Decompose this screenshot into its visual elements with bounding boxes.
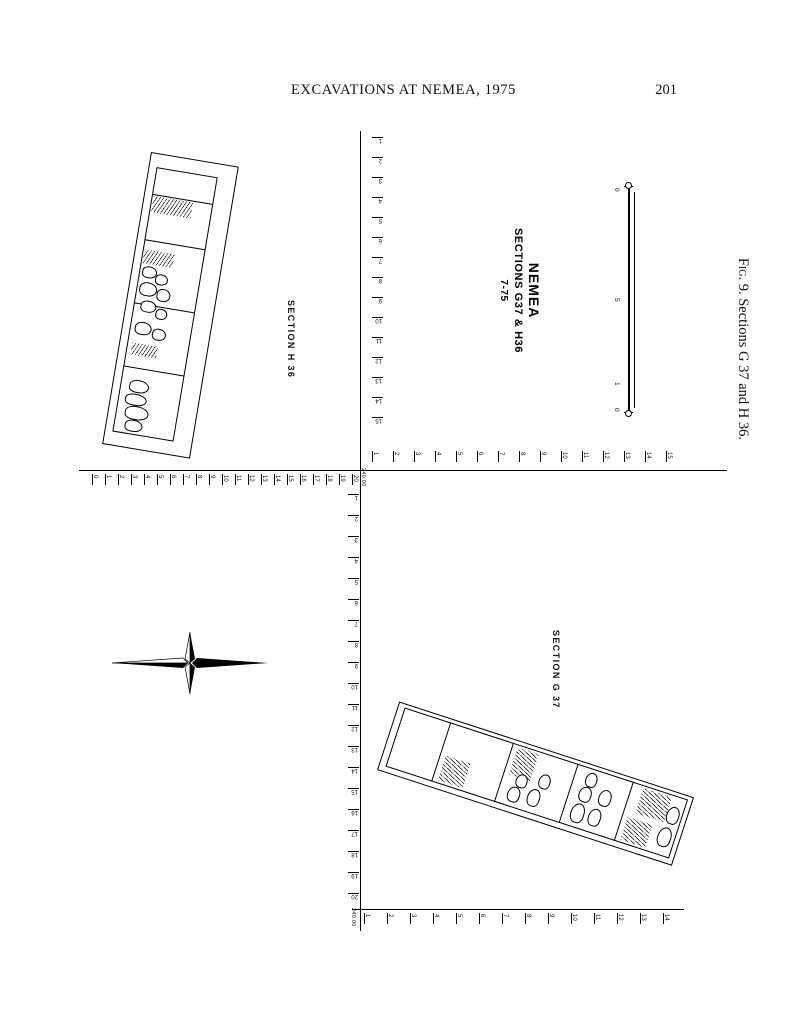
ruler-tick	[372, 177, 383, 197]
ruler-tick-label: 4	[435, 452, 441, 456]
ruler-tick	[433, 913, 456, 924]
ruler-tick	[348, 515, 359, 536]
ruler-tick-label: 5	[378, 217, 382, 223]
ruler-tick	[348, 662, 359, 683]
ruler-tick-label: 9	[540, 452, 546, 456]
plate-date: 7-75	[498, 279, 509, 302]
ruler-tick-label: 5	[456, 914, 462, 918]
ruler-tick-label: 6	[479, 914, 485, 918]
ruler-tick	[456, 451, 477, 462]
ruler-tick	[525, 913, 548, 924]
ruler-tick-label: 18	[351, 851, 358, 857]
ruler-tick	[410, 913, 433, 924]
ruler-tick-label: 17	[351, 830, 358, 836]
ruler-tick-label: 6	[354, 599, 358, 605]
ruler-tick	[157, 474, 170, 485]
ruler-tick	[300, 474, 313, 485]
ruler-tick-label: 1	[105, 475, 111, 479]
ruler-tick-label: 19	[339, 475, 345, 482]
running-head: EXCAVATIONS AT NEMEA, 1975	[290, 82, 517, 98]
scale-number-5: 5	[613, 298, 620, 302]
ruler-tick	[348, 872, 359, 893]
figure-caption-text: Sections G 37 and H 36.	[735, 298, 751, 440]
ruler-tick	[348, 683, 359, 704]
ruler-tick	[372, 257, 383, 277]
north-arrow-icon	[110, 628, 270, 698]
ruler-h36-left	[92, 474, 365, 485]
ruler-tick-label: 14	[351, 767, 358, 773]
ruler-tick	[479, 913, 502, 924]
ruler-tick	[348, 536, 359, 557]
ruler-tick	[624, 451, 645, 462]
ruler-tick-label: 11	[375, 337, 382, 343]
scale-number-1: 1	[613, 382, 620, 386]
ruler-tick-label: 12	[375, 357, 382, 363]
ruler-tick	[372, 357, 383, 377]
ruler-tick	[339, 474, 352, 485]
ruler-tick-label: 10	[571, 914, 577, 921]
ruler-tick-label: 9	[378, 297, 382, 303]
ruler-tick-label: 9	[548, 914, 554, 918]
ruler-tick-label: 10	[222, 475, 228, 482]
ruler-tick-label: 9	[354, 662, 358, 668]
ruler-g37-left	[348, 494, 359, 914]
ruler-tick-label: 14	[663, 914, 669, 921]
ruler-tick-label: 7	[354, 620, 358, 626]
ruler-tick	[348, 851, 359, 872]
ruler-tick	[364, 913, 387, 924]
ruler-tick-label: 16	[351, 809, 358, 815]
ruler-tick-label: 1	[378, 137, 382, 143]
ruler-tick	[372, 297, 383, 317]
ruler-tick-label: 7	[183, 475, 189, 479]
ruler-tick-label: 2	[387, 914, 393, 918]
ruler-tick	[144, 474, 157, 485]
ruler-tick	[170, 474, 183, 485]
ruler-tick	[498, 451, 519, 462]
datum-label-bottom: 240.00	[350, 908, 356, 927]
trench-section-g37	[377, 702, 694, 866]
ruler-tick-label: 11	[594, 914, 600, 921]
bottom-axis-line	[352, 909, 684, 910]
ruler-tick-label: 7	[378, 257, 382, 263]
ruler-tick-label: 1	[372, 452, 378, 456]
ruler-tick-label: 4	[354, 557, 358, 563]
ruler-tick	[571, 913, 594, 924]
ruler-tick-label: 11	[582, 452, 588, 459]
ruler-tick	[519, 451, 540, 462]
ruler-tick	[348, 494, 359, 515]
ruler-tick-label: 3	[414, 452, 420, 456]
ruler-tick-label: 6	[477, 452, 483, 456]
ruler-tick	[372, 237, 383, 257]
ruler-tick-label: 1	[364, 914, 370, 918]
ruler-tick	[348, 641, 359, 662]
ruler-tick	[131, 474, 144, 485]
scale-bar-line	[628, 186, 630, 414]
scale-bar	[613, 186, 636, 414]
ruler-tick	[105, 474, 118, 485]
ruler-tick	[196, 474, 209, 485]
ruler-tick-label: 4	[433, 914, 439, 918]
ruler-tick-label: 10	[561, 452, 567, 459]
ruler-tick	[372, 377, 383, 397]
ruler-tick	[248, 474, 261, 485]
ruler-tick-label: 1	[354, 494, 358, 500]
ruler-tick-label: 9	[209, 475, 215, 479]
ruler-tick	[372, 217, 383, 237]
ruler-tick-label: 0	[92, 475, 98, 479]
scale-bar-endmark-bottom	[625, 410, 632, 417]
ruler-tick	[372, 137, 383, 157]
ruler-tick	[348, 704, 359, 725]
ruler-tick-label: 5	[456, 452, 462, 456]
ruler-tick-label: 13	[624, 452, 630, 459]
ruler-tick-label: 2	[118, 475, 124, 479]
ruler-tick	[348, 809, 359, 830]
plate-title: NEMEA	[526, 262, 542, 319]
scale-number-0-top: 0	[613, 188, 620, 192]
plate-title-block	[498, 228, 542, 353]
ruler-tick-label: 12	[351, 725, 358, 731]
ruler-tick	[313, 474, 326, 485]
ruler-tick	[561, 451, 582, 462]
ruler-tick	[348, 830, 359, 851]
trench-section-h36	[102, 152, 239, 459]
ruler-tick	[645, 451, 666, 462]
ruler-tick-label: 13	[351, 746, 358, 752]
vertical-axis-line	[360, 131, 361, 931]
ruler-tick-label: 8	[525, 914, 531, 918]
ruler-tick	[372, 451, 393, 462]
ruler-tick	[274, 474, 287, 485]
ruler-tick-label: 2	[393, 452, 399, 456]
datum-label-left: 240.00	[360, 468, 366, 487]
section-g37-label: SECTION G 37	[551, 630, 561, 709]
ruler-tick-label: 13	[375, 377, 382, 383]
ruler-tick	[548, 913, 571, 924]
ruler-tick	[640, 913, 663, 924]
ruler-tick-label: 5	[157, 475, 163, 479]
ruler-tick	[502, 913, 525, 924]
ruler-tick	[393, 451, 414, 462]
ruler-tick	[222, 474, 235, 485]
ruler-tick-label: 13	[640, 914, 646, 921]
ruler-tick	[92, 474, 105, 485]
ruler-tick	[456, 913, 479, 924]
ruler-tick	[372, 277, 383, 297]
ruler-tick	[348, 599, 359, 620]
scale-bar-endmark-top	[625, 182, 632, 189]
ruler-tick-label: 14	[274, 475, 280, 482]
ruler-tick-label: 5	[354, 578, 358, 584]
ruler-tick	[261, 474, 274, 485]
ruler-tick	[348, 788, 359, 809]
ruler-tick	[348, 557, 359, 578]
ruler-g37-bottom	[364, 913, 686, 924]
ruler-tick	[372, 157, 383, 177]
ruler-tick	[348, 620, 359, 641]
ruler-tick-label: 10	[351, 683, 358, 689]
section-h36-label: SECTION H 36	[286, 300, 296, 379]
ruler-tick	[540, 451, 561, 462]
ruler-tick	[594, 913, 617, 924]
ruler-tick-label: 7	[498, 452, 504, 456]
ruler-tick-label: 15	[666, 452, 672, 459]
ruler-tick-label: 4	[144, 475, 150, 479]
ruler-tick	[372, 397, 383, 417]
figure-caption-label: Fig. 9.	[735, 257, 751, 295]
ruler-tick	[118, 474, 131, 485]
ruler-tick-label: 8	[354, 641, 358, 647]
ruler-tick-label: 3	[131, 475, 137, 479]
scale-bar-line-secondary	[634, 192, 635, 408]
ruler-tick	[326, 474, 339, 485]
horizontal-axis-line	[79, 470, 727, 471]
ruler-tick	[348, 725, 359, 746]
ruler-tick-label: 17	[313, 475, 319, 482]
scale-number-0-bottom: 0	[613, 408, 620, 412]
ruler-tick	[372, 197, 383, 217]
ruler-tick-label: 13	[261, 475, 267, 482]
ruler-h36-top	[372, 137, 383, 437]
ruler-tick	[414, 451, 435, 462]
ruler-tick-label: 10	[375, 317, 382, 323]
plate-subtitle: SECTIONS G37 & H36	[512, 228, 524, 354]
ruler-tick-label: 14	[645, 452, 651, 459]
ruler-tick-label: 11	[351, 704, 358, 710]
ruler-tick-label: 8	[519, 452, 525, 456]
ruler-tick-label: 7	[502, 914, 508, 918]
ruler-tick	[477, 451, 498, 462]
ruler-tick-label: 3	[354, 536, 358, 542]
ruler-tick	[582, 451, 603, 462]
ruler-tick-label: 6	[170, 475, 176, 479]
ruler-tick-label: 2	[354, 515, 358, 521]
ruler-tick-label: 8	[196, 475, 202, 479]
ruler-tick-label: 15	[375, 417, 382, 423]
ruler-tick	[348, 578, 359, 599]
ruler-tick	[617, 913, 640, 924]
ruler-tick	[183, 474, 196, 485]
ruler-tick	[663, 913, 686, 924]
ruler-tick-label: 15	[351, 788, 358, 794]
ruler-tick	[372, 417, 383, 437]
ruler-tick-label: 6	[378, 237, 382, 243]
ruler-tick	[603, 451, 624, 462]
ruler-tick	[435, 451, 456, 462]
ruler-tick-label: 11	[235, 475, 241, 482]
ruler-tick-label: 14	[375, 397, 382, 403]
ruler-tick-label: 20	[352, 475, 358, 482]
ruler-tick	[235, 474, 248, 485]
ruler-tick-label: 4	[378, 197, 382, 203]
ruler-tick	[209, 474, 222, 485]
ruler-tick	[372, 317, 383, 337]
ruler-tick-label: 3	[378, 177, 382, 183]
ruler-tick-label: 12	[248, 475, 254, 482]
ruler-tick	[372, 337, 383, 357]
ruler-tick-label: 18	[326, 475, 332, 482]
ruler-tick	[387, 913, 410, 924]
ruler-tick-label: 3	[410, 914, 416, 918]
ruler-tick	[348, 746, 359, 767]
page-number: 201	[655, 82, 677, 98]
ruler-tick-label: 20	[351, 893, 358, 899]
ruler-tick	[287, 474, 300, 485]
ruler-tick-label: 8	[378, 277, 382, 283]
ruler-tick-label: 16	[300, 475, 306, 482]
ruler-tick	[348, 767, 359, 788]
ruler-g37-right	[372, 451, 687, 462]
ruler-tick	[666, 451, 687, 462]
ruler-tick-label: 19	[351, 872, 358, 878]
ruler-tick-label: 15	[287, 475, 293, 482]
ruler-tick-label: 12	[617, 914, 623, 921]
ruler-tick-label: 2	[378, 157, 382, 163]
ruler-tick-label: 12	[603, 452, 609, 459]
